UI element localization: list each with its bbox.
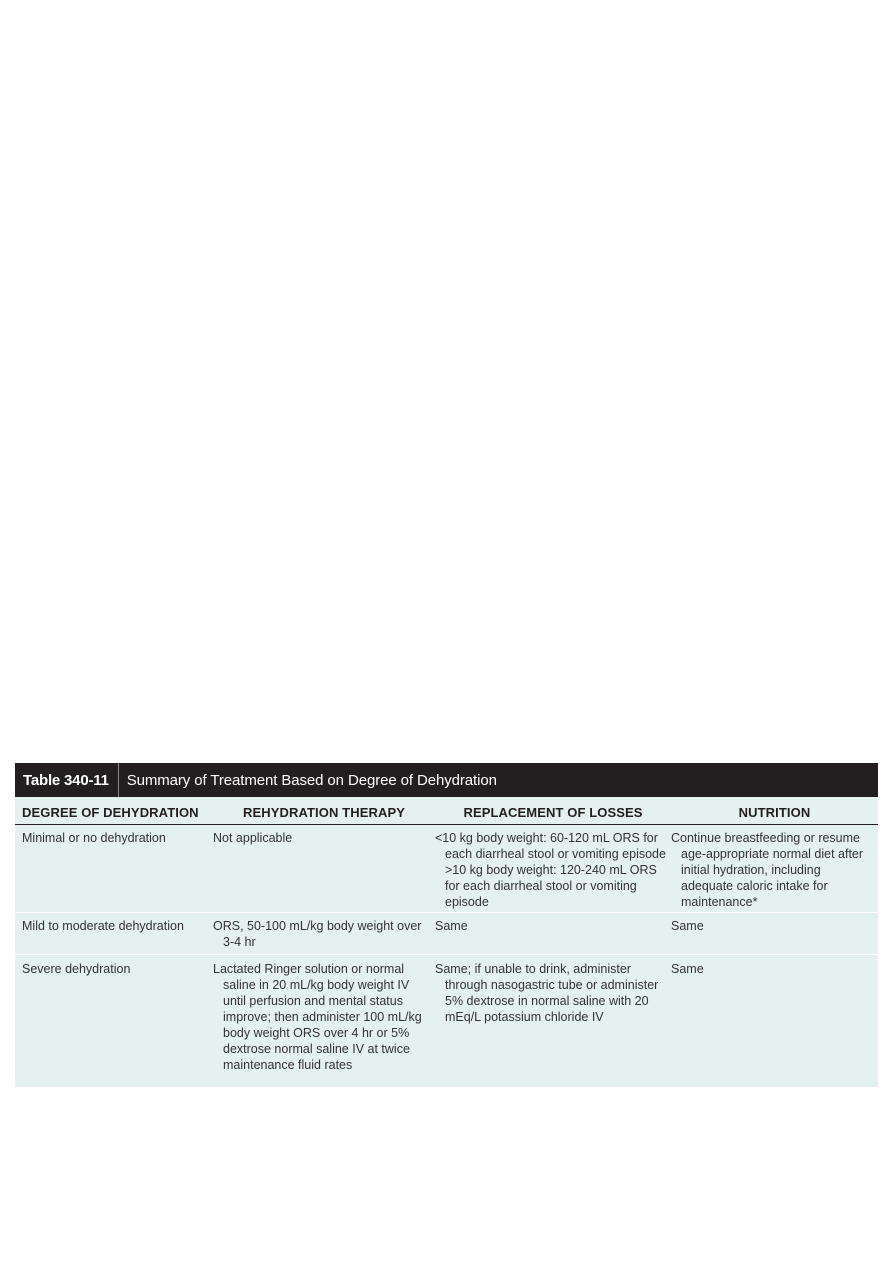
header-nutrition: NUTRITION — [671, 797, 878, 825]
cell-replacement: Same — [435, 913, 671, 955]
cell-degree: Minimal or no dehydration — [15, 825, 213, 913]
cell-replacement: <10 kg body weight: 60-120 mL ORS for each diarrheal stool or vomiting episode >10 kg body weight: 120-240 mL ORS for each diarrheal stool or vomiting episode — [435, 825, 671, 913]
cell-rehydration: ORS, 50-100 mL/kg body weight over 3-4 hr — [213, 913, 435, 955]
table-title: Summary of Treatment Based on Degree of Dehydration — [126, 771, 497, 789]
cell-nutrition: Same — [671, 913, 878, 955]
header-degree: DEGREE OF DEHYDRATION — [15, 797, 213, 825]
cell-rehydration: Lactated Ringer solution or normal saline in 20 mL/kg body weight IV until perfusion and mental status improve; then administer 100 mL/kg body weight ORS over 4 hr or 5% dextrose normal saline IV at twice maintenance fluid rates — [213, 962, 422, 1072]
treatment-table — [15, 763, 878, 1087]
header-replacement: REPLACEMENT OF LOSSES — [435, 797, 671, 825]
cell-nutrition: Continue breastfeeding or resume age-appropriate normal diet after initial hydration, including adequate caloric intake for maintenance* — [671, 825, 878, 913]
table-row — [15, 913, 878, 955]
cell-degree: Mild to moderate dehydration — [15, 913, 213, 955]
table-grid — [15, 797, 878, 1075]
cell-replacement: Same; if unable to drink, administer through nasogastric tube or administer 5% dextrose in normal saline with 20 mEq/L potassium chloride IV — [435, 962, 659, 1024]
cell-nutrition: Same — [671, 962, 704, 976]
table-row — [15, 825, 878, 913]
table-row — [15, 955, 878, 1076]
header-rehydration: REHYDRATION THERAPY — [213, 797, 435, 825]
cell-rehydration: Not applicable — [213, 825, 435, 913]
table-header-row — [15, 797, 878, 825]
cell-degree: Severe dehydration — [22, 962, 131, 976]
table-title-bar — [15, 763, 878, 797]
table-number: Table 340-11 — [15, 763, 119, 797]
